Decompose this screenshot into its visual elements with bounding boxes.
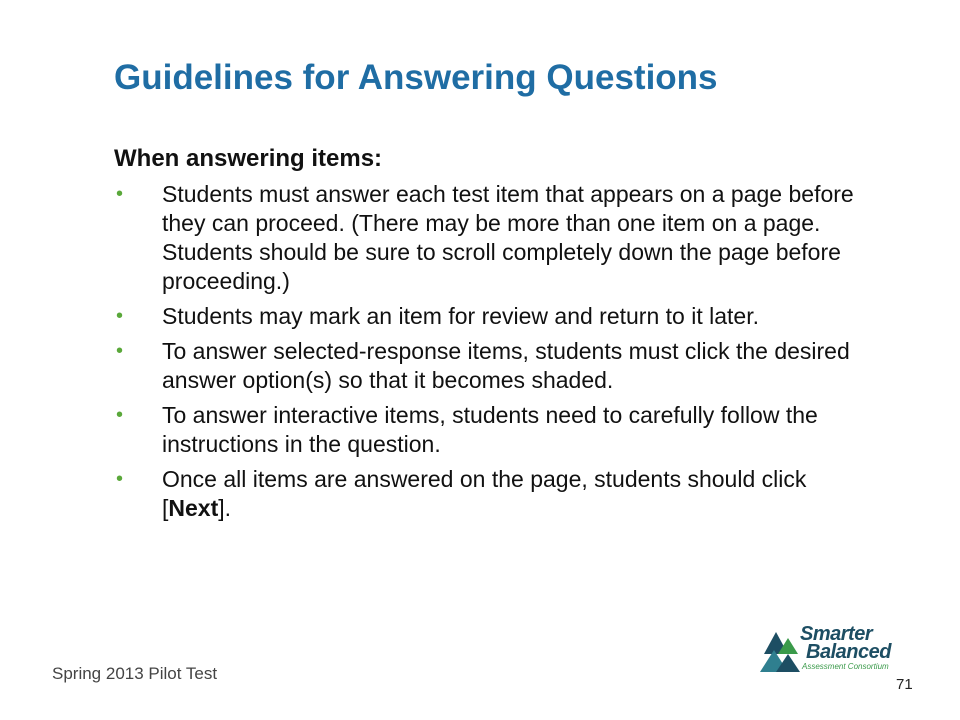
list-item [114, 302, 874, 331]
bullet-text: To answer interactive items, students need to carefully follow the instructions in the question. [162, 402, 818, 457]
bullet-text-after: ]. [218, 495, 232, 521]
bullet-text [162, 466, 806, 521]
bullet-text-before: Once all items are answered on the page, students should click [ [162, 466, 807, 521]
bullet-text: Students may mark an item for review and return to it later. [162, 303, 759, 329]
smarter-balanced-logo [760, 624, 920, 676]
list-item [114, 465, 874, 523]
bullet-icon: • [116, 404, 124, 426]
slide-subheading: When answering items: [114, 145, 383, 172]
next-keyword: Next [168, 495, 219, 521]
logo-tagline: Assessment Consortium [802, 662, 889, 671]
list-item [114, 337, 874, 395]
bullet-icon: • [116, 340, 124, 362]
bullet-icon: • [116, 305, 124, 327]
bullet-list [114, 180, 874, 529]
bullet-text: To answer selected-response items, students must click the desired answer option(s) so that it becomes shaded. [162, 338, 850, 393]
slide-title: Guidelines for Answering Questions [114, 58, 718, 97]
list-item [114, 180, 874, 296]
bullet-icon: • [116, 468, 124, 490]
bullet-icon: • [116, 183, 124, 205]
logo-line2: Balanced [806, 641, 891, 663]
footer-text: Spring 2013 Pilot Test [52, 664, 218, 683]
page-number: 71 [896, 676, 913, 693]
bullet-text: Students must answer each test item that appears on a page before they can proceed. (There may be more than one item on a page. Students should be sure to scroll completely down the page before proceeding.) [162, 181, 854, 294]
logo-line1: Smarter [800, 623, 873, 645]
list-item [114, 401, 874, 459]
logo-triangles-icon [760, 626, 804, 672]
